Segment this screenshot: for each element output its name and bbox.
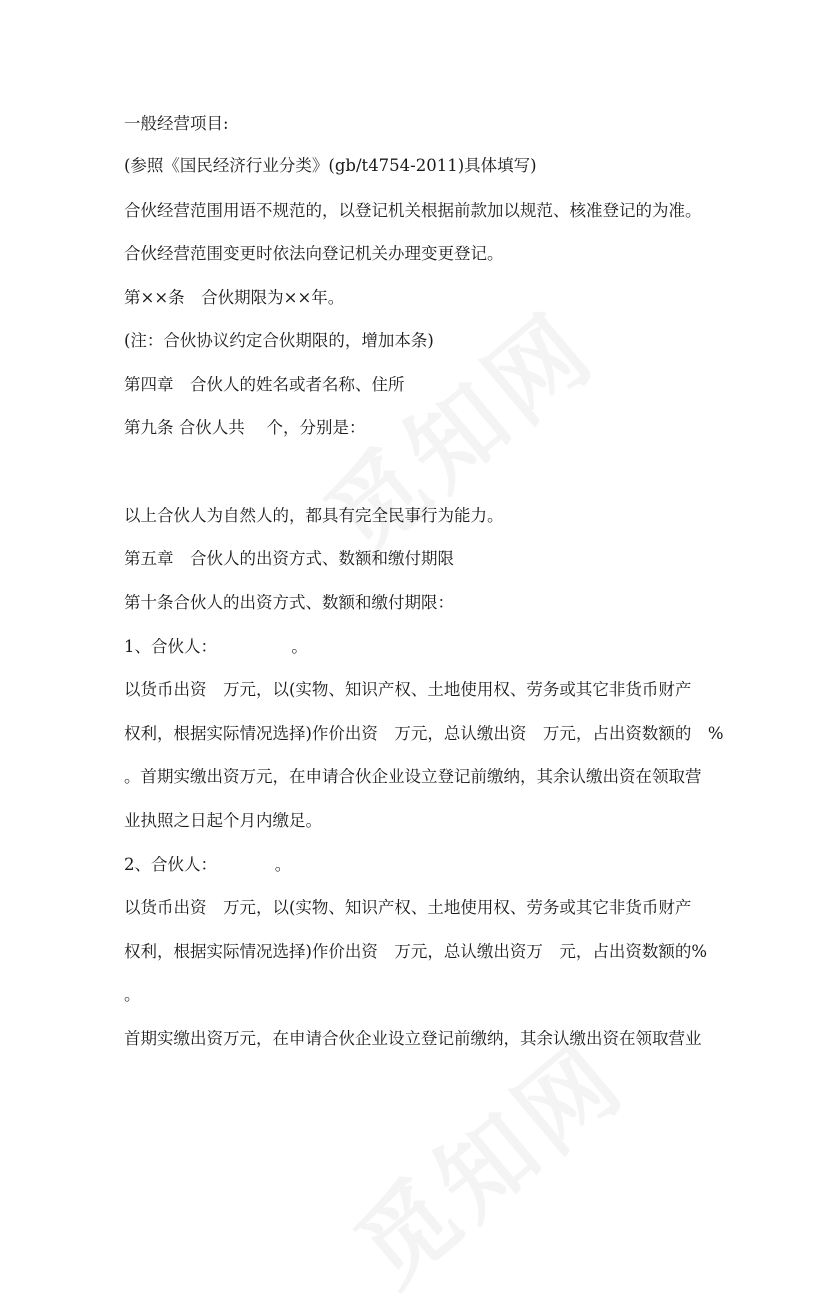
- text-line: 。: [124, 985, 141, 1004]
- text-line: 第十条合伙人的出资方式、数额和缴付期限：: [124, 593, 454, 612]
- text-line: 合伙经营范围变更时依法向登记机关办理变更登记。: [124, 244, 504, 263]
- text-line: 2、合伙人： 。: [124, 855, 292, 874]
- text-line: 1、合伙人： 。: [124, 637, 308, 656]
- text-line: 第××条 合伙期限为××年。: [124, 288, 345, 307]
- text-line: 权利，根据实际情况选择)作价出资 万元，总认缴出资 万元，占出资数额的 %: [124, 724, 724, 743]
- text-line: 以货币出资 万元，以(实物、知识产权、土地使用权、劳务或其它非货币财产: [124, 680, 692, 699]
- text-line: 。首期实缴出资万元，在申请合伙企业设立登记前缴纳，其余认缴出资在领取营: [124, 767, 702, 786]
- watermark: [322, 1006, 649, 1311]
- text-line: 权利，根据实际情况选择)作价出资 万元，总认缴出资万 元，占出资数额的%: [124, 942, 708, 961]
- chapter-heading: 第四章 合伙人的姓名或者名称、住所: [124, 375, 405, 394]
- text-line: (参照《国民经济行业分类》(gb/t4754-2011)具体填写): [124, 156, 537, 175]
- text-line: (注：合伙协议约定合伙期限的，增加本条): [124, 331, 434, 350]
- text-line: 首期实缴出资万元，在申请合伙企业设立登记前缴纳，其余认缴出资在领取营业: [124, 1029, 702, 1048]
- text-line: 第九条 合伙人共 个，分别是：: [124, 418, 366, 437]
- text-line: 合伙经营范围用语不规范的，以登记机关根据前款加以规范、核准登记的为准。: [124, 201, 702, 220]
- text-line: 以货币出资 万元，以(实物、知识产权、土地使用权、劳务或其它非货币财产: [124, 898, 692, 917]
- text-line: 一般经营项目:: [124, 114, 229, 133]
- chapter-heading: 第五章 合伙人的出资方式、数额和缴付期限: [124, 549, 454, 568]
- text-line: 业执照之日起个月内缴足。: [124, 811, 322, 830]
- text-line: 以上合伙人为自然人的，都具有完全民事行为能力。: [124, 506, 504, 525]
